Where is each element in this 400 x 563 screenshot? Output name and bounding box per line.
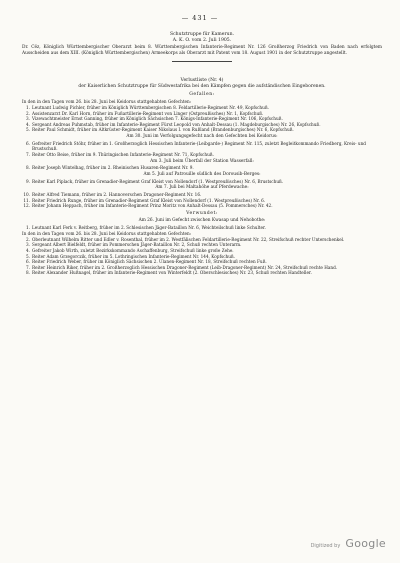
list-subheading: der Kaiserlichen Schutztruppe für Südwestafrika bei den Kämpfen gegen die aufständischen Eingeborenen.	[78, 84, 326, 90]
item-text: Sergeant Andreas Puhmstab, früher im Infanterie-Regiment Fürst Leopold von Anhalt-Dessau (1. Magdeburgisches) Nr. 26, Kopfschuß.	[32, 121, 321, 127]
item-number: 5.	[26, 253, 30, 259]
watermark-logo: Google	[345, 537, 386, 550]
item-text: Reiter Joseph Wintelhag, früher im 2. Rheinischen Husaren-Regiment Nr. 9.	[32, 165, 194, 171]
section-intro: In den in den Tagen vom 26. bis 28. Juni bei Keidorus stattgehabten Gefechten:	[22, 231, 192, 237]
item-number: 10.	[23, 192, 30, 198]
list-item	[22, 127, 382, 133]
entry-group	[22, 141, 382, 158]
item-number: 4.	[26, 121, 30, 127]
entry-group	[22, 192, 382, 209]
item-number: 12.	[23, 203, 30, 209]
item-number: 2.	[26, 236, 30, 242]
item-text: Leutnant Ludwig Pichler, früher im Königlich Württembergischen 8. Feldartillerie-Regiment Nr. 49, Kopfschuß.	[32, 105, 269, 110]
list-heading: Verlustliste (Nr. 4)	[180, 78, 224, 83]
notice-date: A. K. O. vom 2. Juli 1905.	[172, 38, 232, 44]
item-number: 1.	[26, 224, 30, 230]
item-number: 9.	[26, 178, 30, 184]
watermark-small: Digitized by	[310, 543, 341, 549]
item-text: Reiter Heinrich Riker, früher im 2. Großherzoglich Hessischen Dragoner-Regiment (Leib-Dragoner-Regiment) Nr. 24, Streifschuß rechte Hand.	[32, 264, 338, 270]
item-number: 8.	[26, 270, 30, 276]
list-item	[22, 225, 382, 231]
list-item	[22, 203, 382, 209]
item-text: Gefreiter Friedrich Stöhr, früher im 1. Großherzoglich Hessischen Infanterie-(Leibgarde-) Regiment Nr. 115, zuletzt Begleitkommando Friedberg, Kreis- und Brustschuß.	[32, 140, 366, 152]
item-number: 1.	[26, 105, 30, 110]
divider	[172, 61, 232, 62]
item-text: Sergeant Albert Bielfeldt, früher im Pommerschen Jäger-Bataillon Nr. 2, Schuß rechten Unterarm.	[32, 242, 242, 248]
item-number: 3.	[26, 116, 30, 122]
item-number: 8.	[26, 165, 30, 171]
item-number: 2.	[26, 110, 30, 116]
item-number: 7.	[26, 151, 30, 157]
entry-group	[22, 179, 382, 185]
list-item	[22, 141, 382, 152]
item-text: Reiter Otto Beise, früher im 9. Thüringischen Infanterie-Regiment Nr. 71, Kopfschuß.	[32, 151, 214, 157]
item-text: Leutnant Karl Ferk v. Reitberg, früher im 2. Schlesischen Jäger-Bataillon Nr. 6, Weichteilschuß linke Schulter.	[32, 224, 266, 230]
item-text: Assistenzarzt Dr. Karl Horn, früher im Fußartillerie-Regiment von Linger (Ostpreußisches) Nr. 1, Kopfschuß.	[32, 110, 264, 116]
item-number: 11.	[23, 197, 30, 203]
section-intro: In den in den Tagen vom 26. bis 28. Juni bei Keidorus stattgehabten Gefechten:	[22, 99, 192, 105]
wounded-title: Verwundet:	[186, 210, 218, 216]
item-text: Oberleutnant Wilhelm Ritter und Edler v. Rosenthal, früher im 2. Westfälischen Feldartillerie-Regiment Nr. 22, Streifschuß rechter Unterschenkel.	[32, 236, 345, 242]
section-intro: Am 7. Juli bei Maltahöhe auf Pferdewache:	[155, 185, 249, 191]
header-notice	[22, 32, 382, 64]
item-text: Reiter Adam Grzegorczik, früher im 5. Lothringischen Infanterie-Regiment Nr. 144, Kopfschuß.	[32, 253, 236, 259]
item-number: 6.	[26, 259, 30, 265]
section-intro: Am 3. Juli beim Überfall der Station Wasserfall:	[150, 158, 254, 164]
list-item	[22, 165, 382, 171]
item-text: Vizewachtmeister Ernst Ganning, früher im Königlich Sächsischen 7. Königs-Infanterie-Regiment Nr. 106, Kopfschuß.	[32, 116, 283, 122]
fallen-title: Gefallen:	[189, 92, 215, 98]
entry-group	[22, 225, 382, 231]
section-intro: Am 26. Juni im Gefecht zwischen Kwasap und Nehobothe:	[138, 217, 266, 223]
digitized-watermark	[311, 532, 386, 551]
item-text: Reiter Paul Schmidt, früher im Altkrüster-Regiment Kaiser Nikolaus I. von Rußland (Brandenburgisches) Nr. 6, Kopfschuß.	[32, 127, 294, 133]
item-text: Reiter Karl Piplack, früher im Grenadier-Regiment Graf Kleist von Nollendorf (1. Westpreußisches) Nr. 6, Brustschuß.	[32, 178, 284, 184]
item-text: Gefreiter Jakob Wirth, zuletzt Bezirkskommando Aschaffenburg, Streifschuß linke große Zehe.	[32, 248, 234, 254]
section-intro: Am 30. Juni im Verfolgungsgefecht nach den Gefechten bei Keidorus:	[126, 133, 278, 139]
item-number: 7.	[26, 264, 30, 270]
entry-group	[22, 105, 382, 133]
item-number: 6.	[26, 140, 30, 146]
notice-paragraph: Dr. Cëz, Königlich Württembergischer Oberarzt beim 8. Württembergischen Infanterie-Regiment Nr. 126 Großherzog Friedrich von Baden nach erfolgtem Ausscheiden aus dem XIII. (Königlich Württembergischen) Armeekorps als Oberarzt mit Patent vom 18. August 1901 in der Schutztruppe angestellt.	[22, 45, 382, 57]
item-text: Reiter Friedrich Weber, früher im Königlich Sächsischen 2. Ulanen-Regiment Nr. 18, Streifschuß rechten Fuß.	[32, 259, 267, 265]
item-number: 5.	[26, 127, 30, 133]
item-number: 4.	[26, 248, 30, 254]
section-intro: Am 5. Juli auf Patrouille südlich des Dorousib-Berges:	[143, 171, 261, 177]
notice-title: Schutztruppe für Kamerun.	[169, 32, 235, 37]
entry-group	[22, 237, 382, 276]
item-text: Reiter Friedrich Runge, früher im Grenadier-Regiment Graf Kleist von Nollendorf (1. Westpreußisches) Nr. 6.	[32, 197, 266, 203]
item-text: Reiter Alexander Hußnagel, früher im Infanterie-Regiment von Winterfeldt (2. Oberschlesisches) Nr. 23, Schuß rechten Handteller.	[32, 270, 312, 276]
entry-group	[22, 165, 382, 171]
list-item	[22, 179, 382, 185]
page-number: — 431 —	[181, 14, 219, 22]
list-item	[22, 270, 382, 276]
item-text: Reiter Johann Heppach, früher im Infanterie-Regiment Prinz Moritz von Anhalt-Dessau (5. Pommersches) Nr. 42.	[32, 203, 273, 209]
casualty-list	[22, 78, 382, 276]
item-number: 3.	[26, 242, 30, 248]
item-text: Reiter Alfred Tiemann, früher im 2. Hannoverschen Dragoner-Regiment Nr. 16.	[32, 192, 202, 198]
list-item	[22, 152, 382, 158]
